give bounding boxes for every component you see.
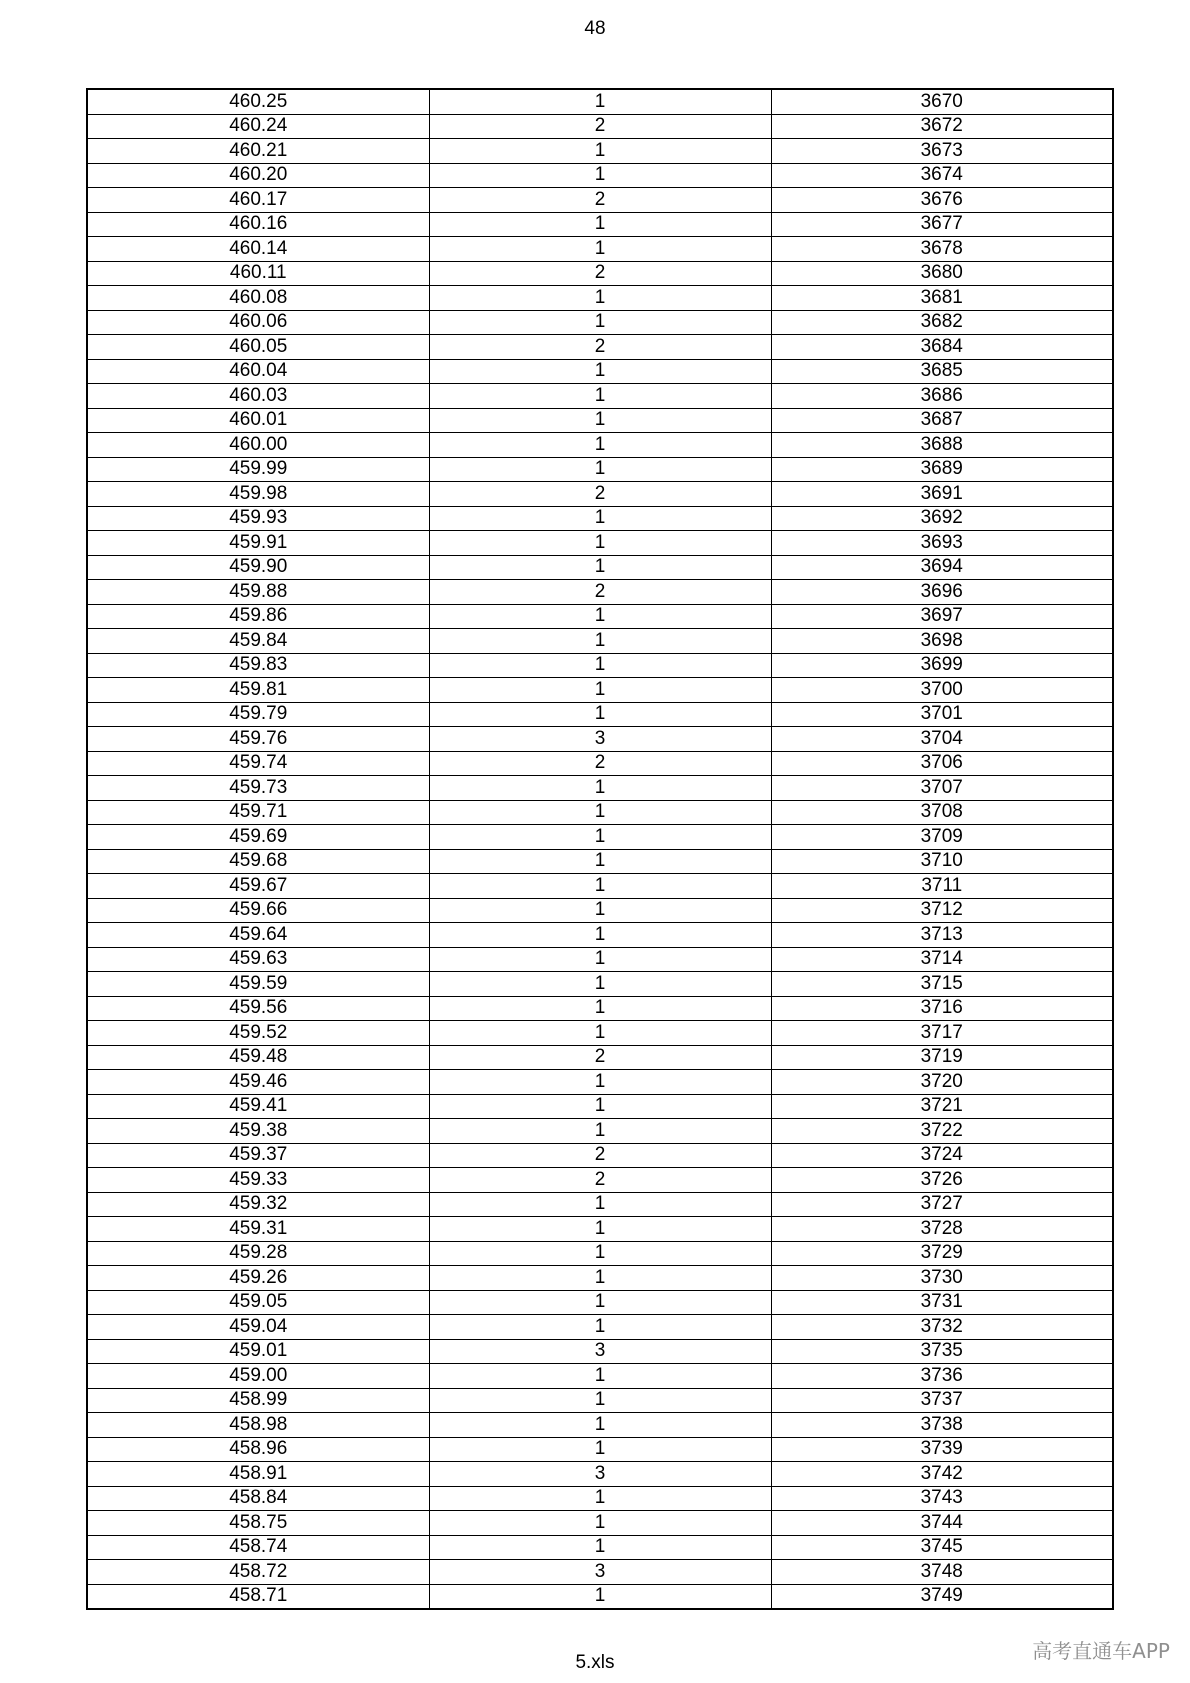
score-cell: 459.71 <box>87 800 429 825</box>
table-row <box>87 800 1113 825</box>
count-cell: 1 <box>429 825 771 850</box>
cumulative-cell: 3704 <box>771 727 1113 752</box>
table-row <box>87 947 1113 972</box>
cumulative-cell: 3710 <box>771 849 1113 874</box>
score-cell: 459.05 <box>87 1290 429 1315</box>
table-row <box>87 1560 1113 1585</box>
cumulative-cell: 3748 <box>771 1560 1113 1585</box>
score-cell: 459.59 <box>87 972 429 997</box>
table-row <box>87 996 1113 1021</box>
cumulative-cell: 3731 <box>771 1290 1113 1315</box>
score-cell: 458.98 <box>87 1413 429 1438</box>
cumulative-cell: 3716 <box>771 996 1113 1021</box>
table-row <box>87 163 1113 188</box>
table-row <box>87 506 1113 531</box>
cumulative-cell: 3742 <box>771 1462 1113 1487</box>
table-row <box>87 874 1113 899</box>
count-cell: 1 <box>429 1315 771 1340</box>
table-row <box>87 1535 1113 1560</box>
count-cell: 2 <box>429 261 771 286</box>
count-cell: 1 <box>429 1192 771 1217</box>
table-row <box>87 1364 1113 1389</box>
cumulative-cell: 3744 <box>771 1511 1113 1536</box>
score-cell: 459.66 <box>87 898 429 923</box>
table-row <box>87 457 1113 482</box>
cumulative-cell: 3673 <box>771 139 1113 164</box>
count-cell: 1 <box>429 531 771 556</box>
table-row <box>87 531 1113 556</box>
cumulative-cell: 3698 <box>771 629 1113 654</box>
score-table <box>86 88 1114 1610</box>
table-row <box>87 1143 1113 1168</box>
cumulative-cell: 3681 <box>771 286 1113 311</box>
table-row <box>87 702 1113 727</box>
table-row <box>87 751 1113 776</box>
table-row <box>87 1290 1113 1315</box>
cumulative-cell: 3701 <box>771 702 1113 727</box>
table-row <box>87 1070 1113 1095</box>
score-cell: 459.86 <box>87 604 429 629</box>
score-cell: 460.24 <box>87 114 429 139</box>
score-cell: 460.25 <box>87 89 429 114</box>
watermark-text: 高考直通车APP <box>1032 1639 1170 1663</box>
score-cell: 459.38 <box>87 1119 429 1144</box>
score-cell: 460.14 <box>87 237 429 262</box>
score-cell: 459.32 <box>87 1192 429 1217</box>
cumulative-cell: 3692 <box>771 506 1113 531</box>
score-cell: 459.74 <box>87 751 429 776</box>
cumulative-cell: 3728 <box>771 1217 1113 1242</box>
cumulative-cell: 3749 <box>771 1584 1113 1609</box>
count-cell: 1 <box>429 457 771 482</box>
table-row <box>87 1511 1113 1536</box>
cumulative-cell: 3684 <box>771 335 1113 360</box>
score-cell: 459.28 <box>87 1241 429 1266</box>
cumulative-cell: 3686 <box>771 384 1113 409</box>
score-cell: 460.06 <box>87 310 429 335</box>
table-row <box>87 776 1113 801</box>
score-cell: 459.84 <box>87 629 429 654</box>
cumulative-cell: 3713 <box>771 923 1113 948</box>
count-cell: 3 <box>429 1339 771 1364</box>
count-cell: 1 <box>429 604 771 629</box>
table-row <box>87 629 1113 654</box>
count-cell: 1 <box>429 163 771 188</box>
cumulative-cell: 3719 <box>771 1045 1113 1070</box>
count-cell: 1 <box>429 702 771 727</box>
count-cell: 1 <box>429 898 771 923</box>
table-row <box>87 310 1113 335</box>
cumulative-cell: 3714 <box>771 947 1113 972</box>
count-cell: 2 <box>429 1168 771 1193</box>
table-row <box>87 825 1113 850</box>
count-cell: 1 <box>429 1437 771 1462</box>
count-cell: 1 <box>429 286 771 311</box>
score-cell: 460.11 <box>87 261 429 286</box>
score-cell: 459.63 <box>87 947 429 972</box>
cumulative-cell: 3729 <box>771 1241 1113 1266</box>
table-row <box>87 384 1113 409</box>
count-cell: 1 <box>429 1511 771 1536</box>
score-cell: 458.96 <box>87 1437 429 1462</box>
count-cell: 1 <box>429 800 771 825</box>
table-row <box>87 89 1113 114</box>
count-cell: 1 <box>429 923 771 948</box>
cumulative-cell: 3677 <box>771 212 1113 237</box>
count-cell: 1 <box>429 1535 771 1560</box>
score-cell: 459.76 <box>87 727 429 752</box>
table-row <box>87 1413 1113 1438</box>
cumulative-cell: 3688 <box>771 433 1113 458</box>
score-cell: 459.79 <box>87 702 429 727</box>
score-cell: 459.56 <box>87 996 429 1021</box>
table-row <box>87 849 1113 874</box>
table-row <box>87 972 1113 997</box>
table-row <box>87 923 1113 948</box>
table-row <box>87 653 1113 678</box>
table-row <box>87 286 1113 311</box>
count-cell: 1 <box>429 1241 771 1266</box>
count-cell: 1 <box>429 776 771 801</box>
cumulative-cell: 3724 <box>771 1143 1113 1168</box>
table-row <box>87 482 1113 507</box>
count-cell: 2 <box>429 1045 771 1070</box>
cumulative-cell: 3745 <box>771 1535 1113 1560</box>
cumulative-cell: 3708 <box>771 800 1113 825</box>
score-cell: 459.37 <box>87 1143 429 1168</box>
cumulative-cell: 3682 <box>771 310 1113 335</box>
table-row <box>87 359 1113 384</box>
count-cell: 1 <box>429 310 771 335</box>
count-cell: 3 <box>429 1462 771 1487</box>
count-cell: 1 <box>429 678 771 703</box>
score-cell: 460.17 <box>87 188 429 213</box>
table-row <box>87 1437 1113 1462</box>
cumulative-cell: 3709 <box>771 825 1113 850</box>
footer-filename: 5.xls <box>575 1652 615 1673</box>
table-row <box>87 1339 1113 1364</box>
score-cell: 460.08 <box>87 286 429 311</box>
cumulative-cell: 3715 <box>771 972 1113 997</box>
score-cell: 458.99 <box>87 1388 429 1413</box>
score-cell: 459.91 <box>87 531 429 556</box>
cumulative-cell: 3691 <box>771 482 1113 507</box>
count-cell: 1 <box>429 408 771 433</box>
table-row <box>87 1168 1113 1193</box>
cumulative-cell: 3738 <box>771 1413 1113 1438</box>
score-cell: 460.20 <box>87 163 429 188</box>
table-row <box>87 237 1113 262</box>
table-row <box>87 1388 1113 1413</box>
cumulative-cell: 3672 <box>771 114 1113 139</box>
cumulative-cell: 3697 <box>771 604 1113 629</box>
table-row <box>87 678 1113 703</box>
count-cell: 1 <box>429 359 771 384</box>
table-row <box>87 114 1113 139</box>
score-cell: 459.68 <box>87 849 429 874</box>
score-cell: 459.46 <box>87 1070 429 1095</box>
table-row <box>87 433 1113 458</box>
table-row <box>87 1021 1113 1046</box>
cumulative-cell: 3732 <box>771 1315 1113 1340</box>
count-cell: 1 <box>429 89 771 114</box>
score-cell: 459.81 <box>87 678 429 703</box>
score-cell: 459.48 <box>87 1045 429 1070</box>
cumulative-cell: 3707 <box>771 776 1113 801</box>
cumulative-cell: 3743 <box>771 1486 1113 1511</box>
count-cell: 1 <box>429 1486 771 1511</box>
score-cell: 458.71 <box>87 1584 429 1609</box>
score-cell: 459.67 <box>87 874 429 899</box>
score-cell: 459.52 <box>87 1021 429 1046</box>
count-cell: 2 <box>429 580 771 605</box>
count-cell: 1 <box>429 506 771 531</box>
count-cell: 2 <box>429 188 771 213</box>
score-cell: 459.88 <box>87 580 429 605</box>
table-row <box>87 1094 1113 1119</box>
table-row <box>87 1045 1113 1070</box>
score-cell: 458.74 <box>87 1535 429 1560</box>
cumulative-cell: 3694 <box>771 555 1113 580</box>
count-cell: 1 <box>429 433 771 458</box>
count-cell: 1 <box>429 629 771 654</box>
score-cell: 460.16 <box>87 212 429 237</box>
count-cell: 1 <box>429 1364 771 1389</box>
cumulative-cell: 3712 <box>771 898 1113 923</box>
score-cell: 460.21 <box>87 139 429 164</box>
count-cell: 1 <box>429 1413 771 1438</box>
count-cell: 1 <box>429 237 771 262</box>
count-cell: 1 <box>429 1094 771 1119</box>
score-cell: 459.99 <box>87 457 429 482</box>
count-cell: 2 <box>429 114 771 139</box>
table-body <box>87 89 1113 1609</box>
table-row <box>87 212 1113 237</box>
count-cell: 1 <box>429 1021 771 1046</box>
cumulative-cell: 3699 <box>771 653 1113 678</box>
count-cell: 3 <box>429 727 771 752</box>
score-cell: 458.91 <box>87 1462 429 1487</box>
table-row <box>87 1241 1113 1266</box>
count-cell: 1 <box>429 947 771 972</box>
count-cell: 1 <box>429 849 771 874</box>
table-row <box>87 1462 1113 1487</box>
score-cell: 459.26 <box>87 1266 429 1291</box>
cumulative-cell: 3700 <box>771 678 1113 703</box>
table-row <box>87 1119 1113 1144</box>
score-cell: 458.72 <box>87 1560 429 1585</box>
count-cell: 2 <box>429 335 771 360</box>
cumulative-cell: 3674 <box>771 163 1113 188</box>
score-cell: 458.84 <box>87 1486 429 1511</box>
score-cell: 459.01 <box>87 1339 429 1364</box>
cumulative-cell: 3678 <box>771 237 1113 262</box>
cumulative-cell: 3696 <box>771 580 1113 605</box>
table-row <box>87 555 1113 580</box>
score-cell: 460.01 <box>87 408 429 433</box>
count-cell: 1 <box>429 1070 771 1095</box>
count-cell: 1 <box>429 384 771 409</box>
cumulative-cell: 3693 <box>771 531 1113 556</box>
score-cell: 459.93 <box>87 506 429 531</box>
count-cell: 2 <box>429 751 771 776</box>
table-row <box>87 604 1113 629</box>
count-cell: 1 <box>429 1584 771 1609</box>
score-cell: 460.00 <box>87 433 429 458</box>
cumulative-cell: 3727 <box>771 1192 1113 1217</box>
cumulative-cell: 3720 <box>771 1070 1113 1095</box>
table-row <box>87 1266 1113 1291</box>
count-cell: 1 <box>429 996 771 1021</box>
cumulative-cell: 3739 <box>771 1437 1113 1462</box>
score-cell: 459.98 <box>87 482 429 507</box>
cumulative-cell: 3722 <box>771 1119 1113 1144</box>
cumulative-cell: 3676 <box>771 188 1113 213</box>
cumulative-cell: 3670 <box>771 89 1113 114</box>
score-cell: 459.41 <box>87 1094 429 1119</box>
count-cell: 1 <box>429 212 771 237</box>
score-cell: 459.69 <box>87 825 429 850</box>
cumulative-cell: 3711 <box>771 874 1113 899</box>
score-cell: 459.64 <box>87 923 429 948</box>
count-cell: 3 <box>429 1560 771 1585</box>
cumulative-cell: 3689 <box>771 457 1113 482</box>
count-cell: 1 <box>429 653 771 678</box>
count-cell: 2 <box>429 482 771 507</box>
table-row <box>87 1192 1113 1217</box>
count-cell: 1 <box>429 1119 771 1144</box>
table-row <box>87 188 1113 213</box>
cumulative-cell: 3685 <box>771 359 1113 384</box>
table-row <box>87 898 1113 923</box>
table-row <box>87 1217 1113 1242</box>
cumulative-cell: 3726 <box>771 1168 1113 1193</box>
count-cell: 1 <box>429 1290 771 1315</box>
count-cell: 1 <box>429 139 771 164</box>
score-cell: 459.33 <box>87 1168 429 1193</box>
score-cell: 459.90 <box>87 555 429 580</box>
cumulative-cell: 3687 <box>771 408 1113 433</box>
count-cell: 1 <box>429 1217 771 1242</box>
table-row <box>87 408 1113 433</box>
table-row <box>87 727 1113 752</box>
cumulative-cell: 3721 <box>771 1094 1113 1119</box>
cumulative-cell: 3680 <box>771 261 1113 286</box>
table-row <box>87 1486 1113 1511</box>
count-cell: 1 <box>429 1388 771 1413</box>
table-row <box>87 139 1113 164</box>
cumulative-cell: 3736 <box>771 1364 1113 1389</box>
table-row <box>87 580 1113 605</box>
cumulative-cell: 3735 <box>771 1339 1113 1364</box>
score-cell: 459.00 <box>87 1364 429 1389</box>
score-cell: 460.05 <box>87 335 429 360</box>
score-cell: 459.31 <box>87 1217 429 1242</box>
page-number: 48 <box>584 18 606 39</box>
table-row <box>87 335 1113 360</box>
table-row <box>87 1315 1113 1340</box>
score-cell: 459.83 <box>87 653 429 678</box>
table-row <box>87 1584 1113 1609</box>
count-cell: 2 <box>429 1143 771 1168</box>
score-cell: 459.73 <box>87 776 429 801</box>
score-cell: 458.75 <box>87 1511 429 1536</box>
table-row <box>87 261 1113 286</box>
score-cell: 459.04 <box>87 1315 429 1340</box>
score-cell: 460.04 <box>87 359 429 384</box>
cumulative-cell: 3730 <box>771 1266 1113 1291</box>
count-cell: 1 <box>429 555 771 580</box>
count-cell: 1 <box>429 874 771 899</box>
cumulative-cell: 3737 <box>771 1388 1113 1413</box>
cumulative-cell: 3706 <box>771 751 1113 776</box>
count-cell: 1 <box>429 1266 771 1291</box>
cumulative-cell: 3717 <box>771 1021 1113 1046</box>
score-cell: 460.03 <box>87 384 429 409</box>
count-cell: 1 <box>429 972 771 997</box>
